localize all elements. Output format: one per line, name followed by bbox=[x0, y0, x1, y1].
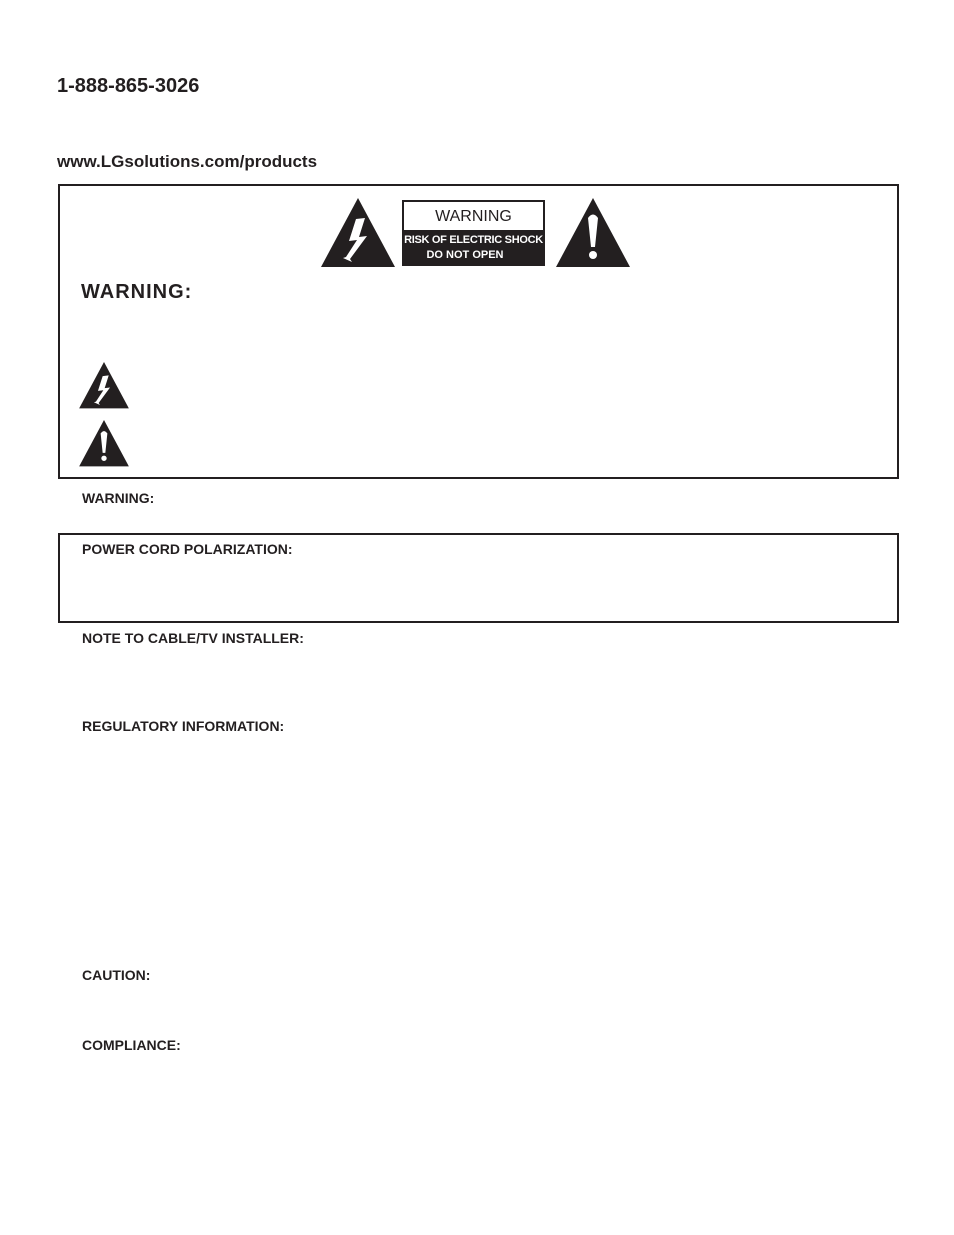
support-website-link[interactable]: www.LGsolutions.com/products bbox=[57, 152, 318, 171]
support-phone-number: 1-888-865-3026 bbox=[57, 75, 200, 97]
warning-label-title: WARNING bbox=[404, 202, 543, 230]
warning-section-heading: WARNING: bbox=[82, 490, 155, 506]
lightning-bolt-small-icon bbox=[79, 362, 129, 409]
power-cord-heading: POWER CORD POLARIZATION: bbox=[82, 541, 293, 557]
warning-heading: WARNING: bbox=[81, 281, 193, 303]
warning-label-line2: DO NOT OPEN bbox=[426, 249, 504, 261]
lightning-bolt-triangle-icon bbox=[321, 198, 395, 268]
exclamation-triangle-icon bbox=[556, 198, 630, 268]
caution-heading: CAUTION: bbox=[82, 967, 151, 983]
warning-label-line1: RISK OF ELECTRIC SHOCK bbox=[404, 234, 543, 246]
regulatory-heading: REGULATORY INFORMATION: bbox=[82, 718, 285, 734]
exclamation-small-icon bbox=[79, 420, 129, 467]
installer-note-heading: NOTE TO CABLE/TV INSTALLER: bbox=[82, 630, 304, 646]
compliance-heading: COMPLIANCE: bbox=[82, 1037, 181, 1053]
warning-label bbox=[402, 200, 545, 266]
